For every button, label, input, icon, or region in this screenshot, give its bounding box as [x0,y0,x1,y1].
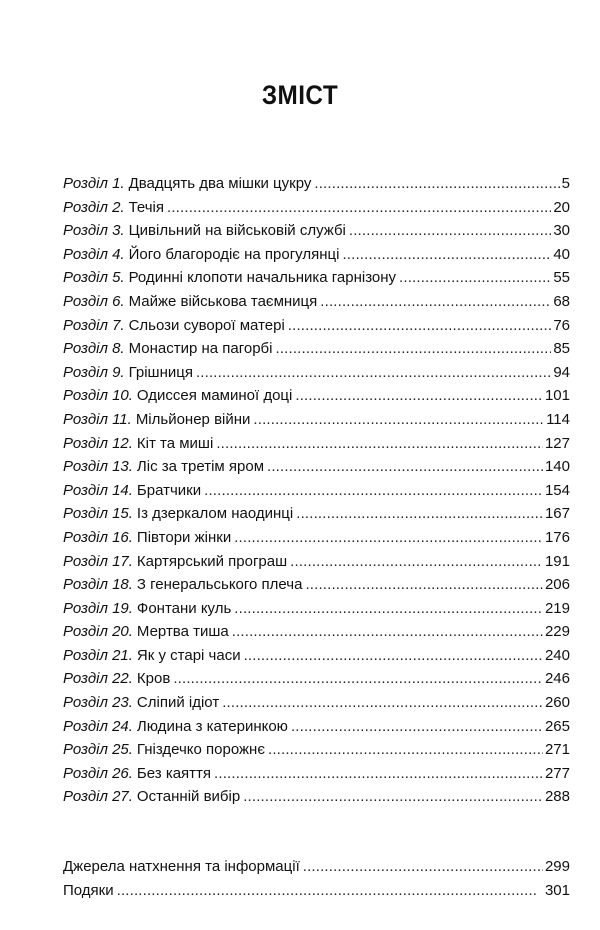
dot-leader [295,384,543,408]
dot-leader [342,243,551,267]
page-number: 167 [544,505,570,523]
chapter-label: Розділ 6. [63,292,125,310]
chapter-label: Розділ 22. [63,670,133,688]
chapter-title: Останній вибір [136,788,241,806]
toc-extra-entry [63,879,570,903]
chapter-title: Цивільний на військовій службі [128,222,346,240]
page-number: 288 [544,788,570,806]
toc-entry [63,196,570,220]
chapter-title: Його благородіє на прогулянці [128,245,340,263]
chapter-label: Розділ 5. [63,269,125,287]
dot-leader [232,620,543,644]
chapter-title: Півтори жінки [136,528,232,546]
chapter-label: Розділ 8. [63,340,125,358]
toc-entry [63,715,570,739]
dot-leader [320,290,551,314]
chapter-title: Родинні клопоти начальника гарнізону [128,269,397,287]
toc-entry [63,455,570,479]
chapter-label: Розділ 26. [63,764,133,782]
toc-entry [63,314,570,338]
dot-leader [314,172,559,196]
toc-entry [63,243,570,267]
chapter-label: Розділ 1. [63,175,125,192]
dot-leader [303,855,543,879]
page-number: 68 [553,292,570,310]
chapter-label: Розділ 11. [63,410,132,428]
dot-leader [290,550,543,574]
page-number: 76 [553,316,570,334]
page-number: 219 [544,599,570,617]
chapter-label: Розділ 13. [63,458,133,476]
page-number: 40 [553,245,570,263]
page-number: 94 [553,363,570,381]
dot-leader [234,526,543,550]
chapter-label: Розділ 9. [63,363,125,381]
dot-leader [399,266,551,290]
chapter-label: Розділ 24. [63,717,133,735]
toc-entry [63,762,570,786]
chapter-title: Течія [128,198,165,216]
chapter-label: Розділ 10. [63,387,133,405]
toc-entry [63,620,570,644]
dot-leader [204,479,543,503]
chapter-title: Грішниця [128,363,193,381]
page-number: 176 [544,528,570,546]
chapter-title: Мільйонер війни [135,410,251,428]
chapter-label: Розділ 23. [63,694,133,712]
dot-leader [222,691,543,715]
page-number: 265 [544,717,570,735]
page-number: 154 [544,481,570,499]
section-title: Джерела натхнення та інформації [63,858,300,875]
toc-entry [63,219,570,243]
page-number: 260 [544,694,570,712]
chapter-label: Розділ 25. [63,741,133,759]
chapter-title: Одиссея маминої доці [136,387,293,405]
section-title: Подяки [63,881,114,899]
chapter-label: Розділ 14. [63,481,133,499]
chapter-title: Майже військова таємниця [128,292,318,310]
toc-entry [63,337,570,361]
dot-leader [288,314,552,338]
page-number: 30 [553,222,570,240]
dot-leader [268,738,543,762]
dot-leader [214,762,543,786]
page-number: 271 [544,741,570,759]
page-number: 299 [544,858,570,875]
dot-leader [349,219,551,243]
toc-entry [63,479,570,503]
chapter-title: Як у старі часи [136,646,241,664]
page-number: 140 [544,458,570,476]
dot-leader [216,432,543,456]
dot-leader [253,408,544,432]
toc-entry [63,290,570,314]
chapter-label: Розділ 15. [63,505,133,523]
chapter-title: Сльози суворої матері [128,316,285,334]
chapter-label: Розділ 21. [63,646,133,664]
dot-leader [243,785,543,809]
chapter-title: З генеральського плеча [136,576,303,594]
toc-entry [63,550,570,574]
toc-entry [63,785,570,809]
toc-entry [63,526,570,550]
chapter-label: Розділ 16. [63,528,133,546]
dot-leader [296,502,543,526]
page-number: 229 [544,623,570,641]
chapter-label: Розділ 20. [63,623,133,641]
page-number: 277 [544,764,570,782]
dot-leader [267,455,543,479]
dot-leader [244,644,543,668]
page-number: 55 [553,269,570,287]
dot-leader [196,361,551,385]
toc-entry [63,408,570,432]
chapter-title: Монастир на пагорбі [128,340,273,358]
page-number: 206 [544,576,570,594]
toc-entry [63,738,570,762]
extra-sections [63,855,570,902]
chapter-label: Розділ 3. [63,222,125,240]
page-number: 191 [544,552,570,570]
chapter-title: Без каяття [136,764,212,782]
toc-entry [63,597,570,621]
chapter-title: Мертва тиша [136,623,229,641]
table-of-contents [63,172,570,809]
toc-entry [63,691,570,715]
dot-leader [291,715,543,739]
chapter-title: Фонтани куль [136,599,232,617]
chapter-label: Розділ 17. [63,552,133,570]
toc-entry [63,573,570,597]
chapter-title: Гніздечко порожнє [136,741,265,759]
toc-extra-entry [63,855,570,879]
toc-entry [63,667,570,691]
toc-entry [63,361,570,385]
dot-leader [234,597,543,621]
chapter-title: Братчики [136,481,202,499]
toc-entry [63,432,570,456]
chapter-title: Із дзеркалом наодинці [136,505,294,523]
page-number: 5 [561,175,570,192]
toc-entry [63,266,570,290]
page-number: 114 [546,410,570,428]
page-number: 301 [544,881,570,899]
chapter-title: Кров [136,670,171,688]
page-number: 240 [544,646,570,664]
page-number: 127 [544,434,570,452]
chapter-title: Двадцять два мішки цукру [128,175,312,192]
chapter-title: Сліпий ідіот [136,694,220,712]
chapter-title: Кіт та миші [136,434,214,452]
toc-entry [63,384,570,408]
page-number: 101 [544,387,570,405]
dot-leader [173,667,543,691]
chapter-title: Людина з катеринкою [136,717,288,735]
dot-leader [305,573,543,597]
chapter-label: Розділ 27. [63,788,133,806]
chapter-label: Розділ 18. [63,576,133,594]
chapter-label: Розділ 12. [63,434,133,452]
toc-entry [63,502,570,526]
dot-leader [117,879,543,903]
dot-leader [167,196,551,220]
chapter-label: Розділ 7. [63,316,125,334]
chapter-title: Картярський програш [136,552,288,570]
chapter-title: Ліс за третім яром [136,458,265,476]
dot-leader [275,337,551,361]
chapter-label: Розділ 19. [63,599,133,617]
page-number: 20 [553,198,570,216]
chapter-label: Розділ 4. [63,245,125,263]
chapter-label: Розділ 2. [63,198,125,216]
toc-entry [63,172,570,196]
page-title: ЗМІСТ [261,80,339,110]
page-number: 85 [553,340,570,358]
toc-entry [63,644,570,668]
page-number: 246 [544,670,570,688]
